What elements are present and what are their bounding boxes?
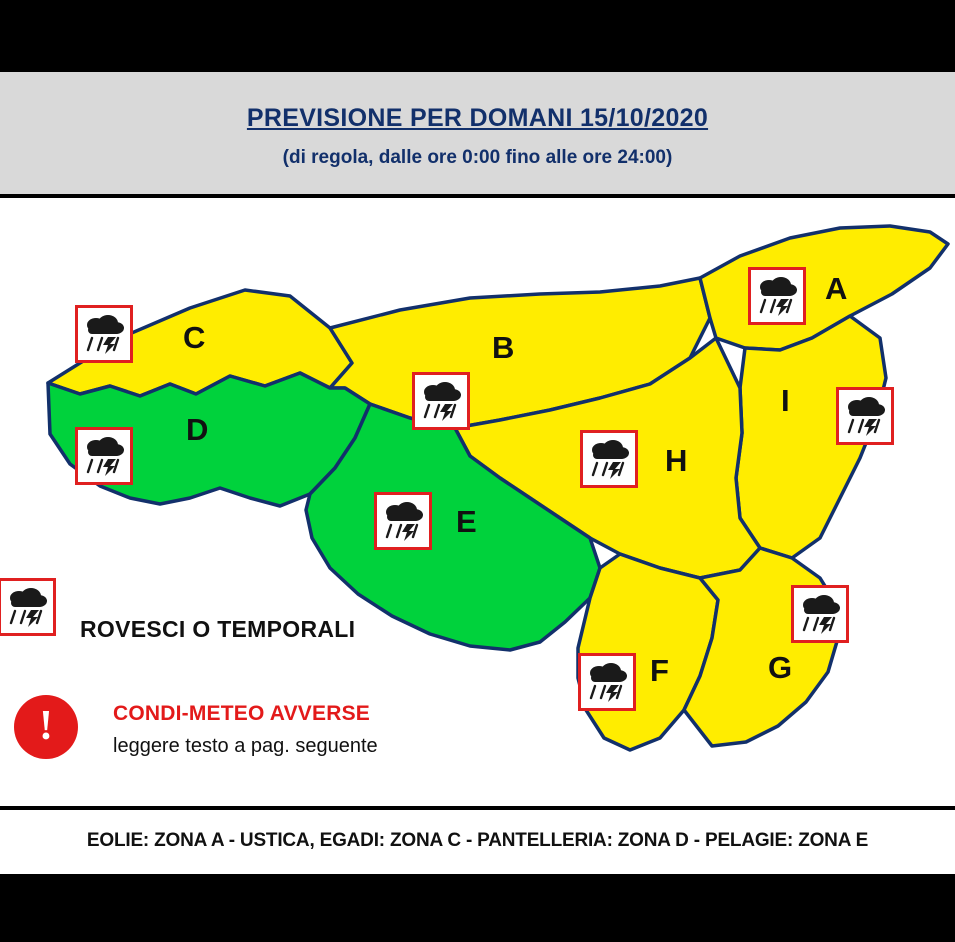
page-subtitle: (di regola, dalle ore 0:00 fino alle ore 24:00) — [282, 147, 673, 168]
warning-exclamation-icon: ! — [14, 695, 78, 759]
storm-icon-zone-h — [580, 430, 638, 488]
storm-icon-zone-e — [374, 492, 432, 550]
thunderstorm-icon — [1, 581, 53, 633]
storm-icon-pelagie — [0, 578, 56, 636]
legend-phenomenon-label: ROVESCI O TEMPORALI — [80, 616, 356, 642]
thunderstorm-icon — [78, 430, 130, 482]
bulletin-header — [0, 72, 955, 198]
page-title: PREVISIONE PER DOMANI 15/10/2020 — [246, 104, 709, 132]
bottom-black-bar — [0, 874, 955, 942]
zone-label-a: A — [825, 271, 848, 306]
zone-label-b: B — [492, 330, 515, 365]
zone-label-c: C — [183, 320, 206, 355]
thunderstorm-icon — [78, 308, 130, 360]
storm-icon-zone-c — [75, 305, 133, 363]
zone-label-g: G — [768, 650, 793, 685]
storm-icon-zone-d — [75, 427, 133, 485]
zone-label-i: I — [781, 383, 790, 418]
zone-label-e: E — [456, 504, 477, 539]
legend-alert-title: CONDI-METEO AVVERSE — [113, 702, 370, 725]
storm-icon-zone-i — [836, 387, 894, 445]
thunderstorm-icon — [583, 433, 635, 485]
bulletin-footer — [0, 806, 955, 874]
islands-zone-note: EOLIE: ZONA A - USTICA, EGADI: ZONA C - PANTELLERIA: ZONA D - PELAGIE: ZONA E — [86, 830, 869, 851]
sicily-alert-map — [0, 198, 955, 806]
storm-icon-zone-a — [748, 267, 806, 325]
thunderstorm-icon — [377, 495, 429, 547]
storm-icon-zone-b — [412, 372, 470, 430]
thunderstorm-icon — [581, 656, 633, 708]
zone-label-d: D — [186, 412, 209, 447]
thunderstorm-icon — [794, 588, 846, 640]
legend-alert-subtitle: leggere testo a pag. seguente — [113, 735, 378, 757]
storm-icon-zone-g — [791, 585, 849, 643]
thunderstorm-icon — [415, 375, 467, 427]
top-black-bar — [0, 0, 955, 72]
storm-icon-zone-f — [578, 653, 636, 711]
thunderstorm-icon — [751, 270, 803, 322]
zone-label-f: F — [650, 653, 669, 688]
thunderstorm-icon — [839, 390, 891, 442]
zone-label-h: H — [665, 443, 688, 478]
